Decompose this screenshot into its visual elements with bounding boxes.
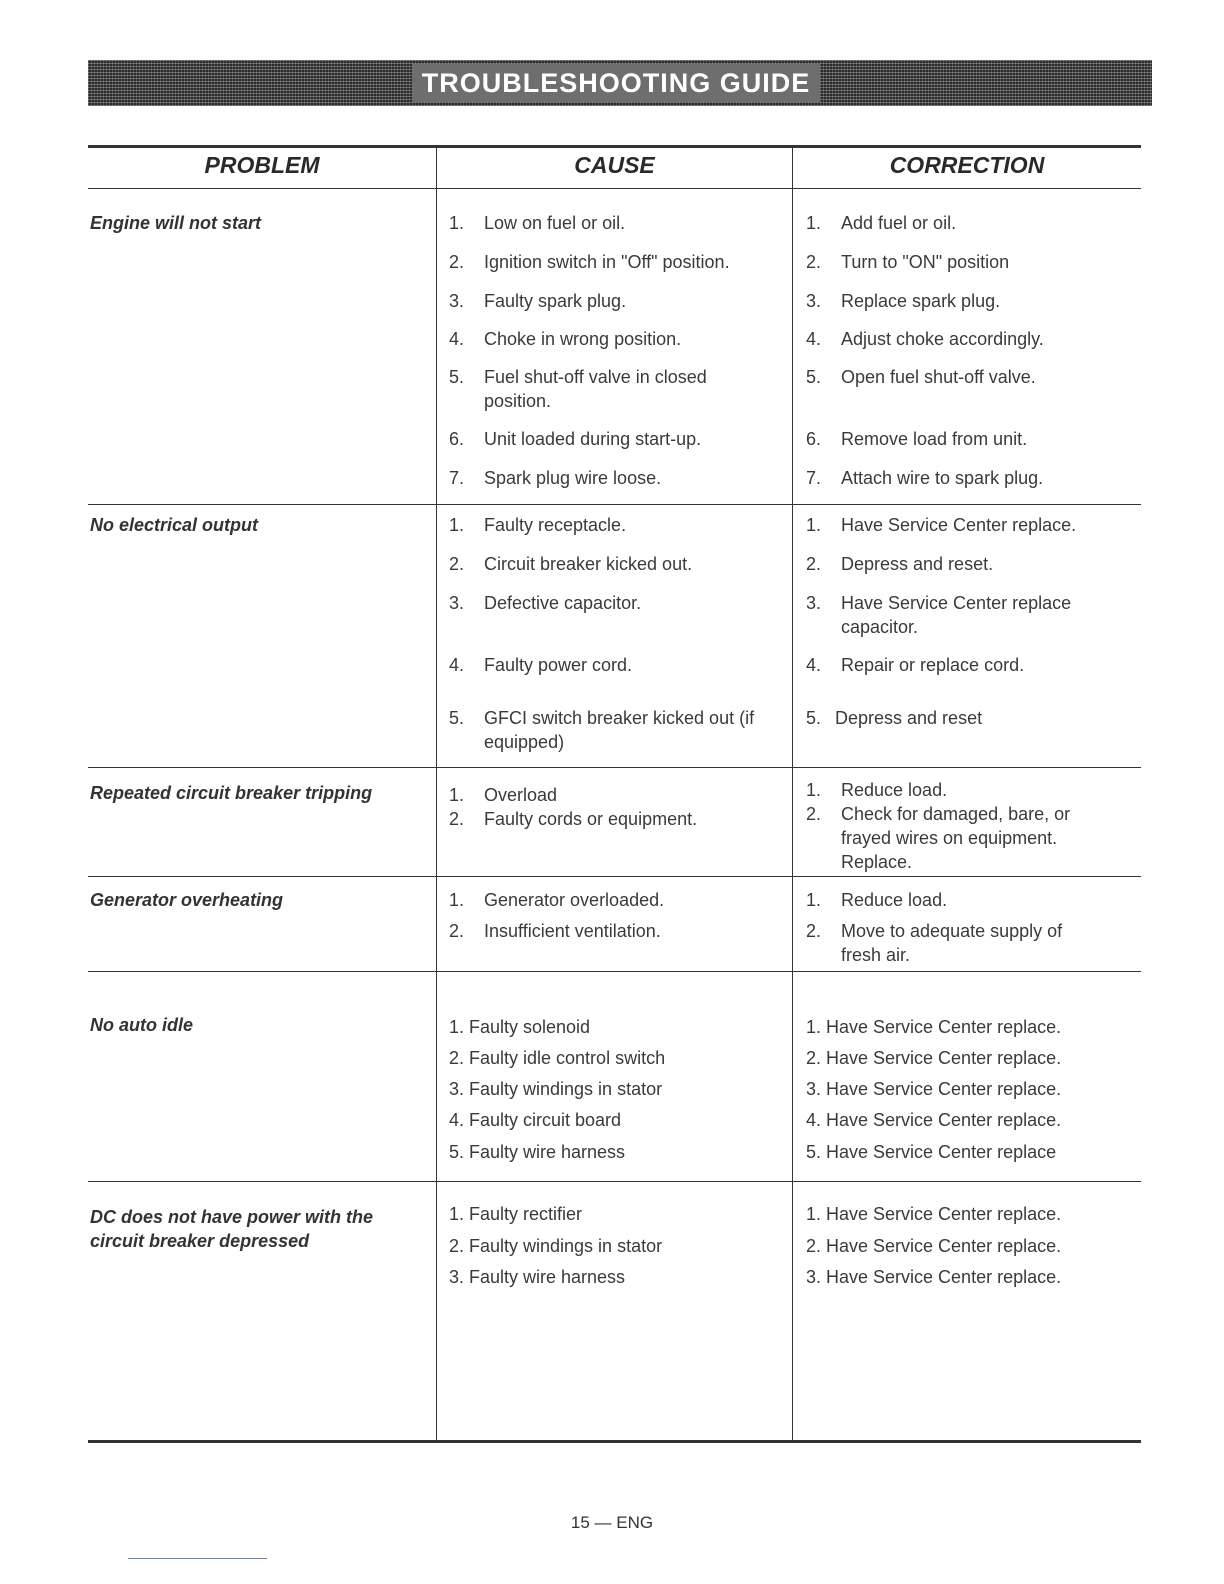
header-correction: CORRECTION [889, 152, 1045, 178]
cause-item: 2. Faulty cords or equipment. [449, 809, 698, 829]
table-top-rule [88, 145, 1141, 148]
correction-item: 2. Have Service Center replace. [806, 1236, 1062, 1256]
correction-item: 4. Have Service Center replace. [806, 1110, 1062, 1130]
cause-item: 1. Faulty solenoid [449, 1017, 591, 1037]
column-divider [792, 146, 793, 1442]
cause-item: 3. Faulty spark plug. [449, 291, 627, 311]
cause-item: 2. Circuit breaker kicked out. [449, 554, 693, 574]
correction-item: 2. Turn to "ON" position [806, 252, 1010, 272]
problem-label: DC does not have power with the circuit breaker depressed [90, 1207, 374, 1251]
cause-item: 5. Faulty wire harness [449, 1142, 626, 1162]
cause-item: 1. Low on fuel or oil. [449, 213, 626, 233]
correction-item: 1. Have Service Center replace. [806, 1204, 1062, 1224]
correction-item: 1. Have Service Center replace. [806, 515, 1077, 535]
correction-item: 4. Adjust choke accordingly. [806, 329, 1044, 349]
correction-item: 5. Have Service Center replace [806, 1142, 1057, 1162]
correction-item: 5. Open fuel shut-off valve. [806, 367, 1036, 387]
cause-item: 3. Faulty windings in stator [449, 1079, 663, 1099]
cause-item: 1. Generator overloaded. [449, 890, 665, 910]
cause-item: 6. Unit loaded during start-up. [449, 429, 702, 449]
cause-item: 4. Faulty power cord. [449, 655, 633, 675]
correction-item: 3. Have Service Center replace. [806, 1079, 1062, 1099]
cause-item: 2. Insufficient ventilation. [449, 921, 661, 941]
cause-item: 4. Faulty circuit board [449, 1110, 622, 1130]
correction-item: 1. Add fuel or oil. [806, 213, 957, 233]
correction-item: 4. Repair or replace cord. [806, 655, 1025, 675]
cause-item: 1. Faulty receptacle. [449, 515, 627, 535]
cause-item: 3. Defective capacitor. [449, 593, 642, 613]
header-problem: PROBLEM [204, 152, 320, 178]
cause-item: 3. Faulty wire harness [449, 1267, 626, 1287]
correction-item: 2. Depress and reset. [806, 554, 994, 574]
footer-rule [128, 1558, 267, 1559]
header-rule [88, 188, 1141, 189]
correction-item: 7. Attach wire to spark plug. [806, 468, 1044, 488]
correction-item: 2. Check for damaged, bare, or frayed wires on equipment. Replace. [806, 804, 1071, 872]
correction-item: 1. Reduce load. [806, 890, 948, 910]
problem-label: Repeated circuit breaker tripping [90, 783, 373, 803]
cause-item: 2. Faulty windings in stator [449, 1236, 663, 1256]
correction-item: 3. Have Service Center replace. [806, 1267, 1062, 1287]
correction-item: 6. Remove load from unit. [806, 429, 1028, 449]
correction-item: 2. Move to adequate supply of fresh air. [806, 921, 1063, 965]
problem-label: Generator overheating [90, 890, 284, 910]
row-divider [88, 504, 1141, 505]
cause-item: 4. Choke in wrong position. [449, 329, 682, 349]
row-divider [88, 876, 1141, 877]
row-divider [88, 1181, 1141, 1182]
page-title: TROUBLESHOOTING GUIDE [412, 64, 820, 102]
cause-item: 7. Spark plug wire loose. [449, 468, 662, 488]
cause-item: 5. GFCI switch breaker kicked out (if equipped) [449, 708, 755, 752]
cause-item: 1. Overload [449, 785, 558, 805]
table-bottom-rule [88, 1440, 1141, 1443]
row-divider [88, 767, 1141, 768]
cause-item: 2. Ignition switch in "Off" position. [449, 252, 730, 272]
page-number: 15 — ENG [570, 1513, 654, 1532]
correction-item: 3. Replace spark plug. [806, 291, 1001, 311]
cause-item: 5. Fuel shut-off valve in closed position. [449, 367, 707, 411]
row-divider [88, 971, 1141, 972]
cause-item: 1. Faulty rectifier [449, 1204, 583, 1224]
correction-item: 1. Reduce load. [806, 780, 948, 800]
correction-item: 5. Depress and reset [806, 708, 983, 728]
correction-item: 1. Have Service Center replace. [806, 1017, 1062, 1037]
cause-item: 2. Faulty idle control switch [449, 1048, 666, 1068]
problem-label: No auto idle [90, 1015, 193, 1035]
correction-item: 3. Have Service Center replace capacitor. [806, 593, 1072, 637]
correction-item: 2. Have Service Center replace. [806, 1048, 1062, 1068]
column-divider [436, 146, 437, 1442]
problem-label: Engine will not start [90, 213, 262, 233]
problem-label: No electrical output [90, 515, 259, 535]
header-cause: CAUSE [574, 152, 655, 178]
